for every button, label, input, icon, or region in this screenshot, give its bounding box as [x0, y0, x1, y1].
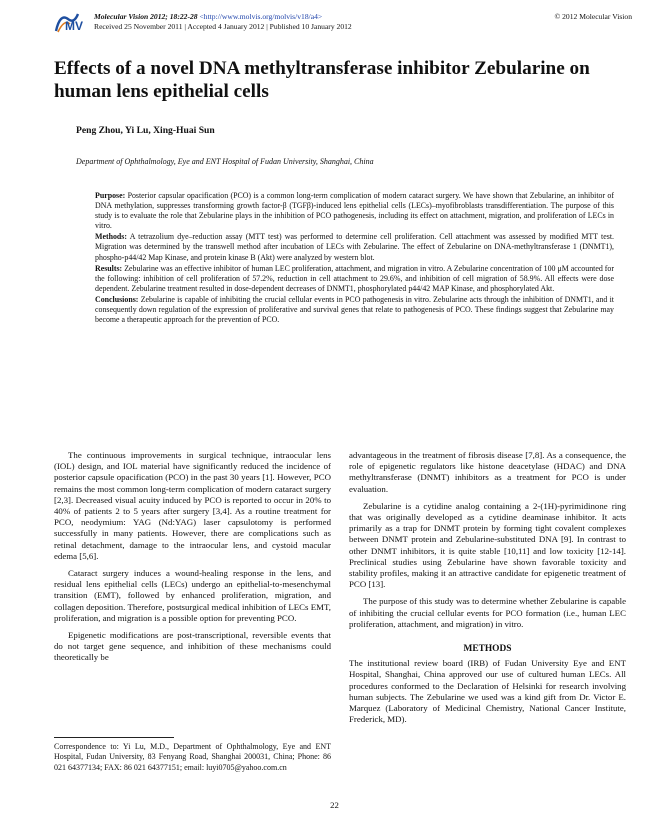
page-header: [54, 11, 632, 35]
article-url-link[interactable]: <http://www.molvis.org/molvis/v18/a4>: [199, 12, 323, 21]
abstract-conclusions: [95, 295, 614, 325]
footnote-divider: [54, 737, 174, 738]
results-label: Results:: [95, 263, 123, 273]
methods-text: A tetrazolium dye–reduction assay (MTT test) was performed to determine cell proliferation. Cell attachment was assessed by modified MTT test. Migration was determined by the transwell method after incubation of LECs with Zebularine. The effect of Zebularine on DNA-methyltransferase 1 (DNMT1), phospho-p44/42 Map Kinase, and protein kinase B (Akt) were analyzed by western blot.: [95, 232, 614, 262]
body-column-left: [54, 450, 331, 670]
article-title: Effects of a novel DNA methyltransferase inhibitor Zebularine on human lens epithelial cells: [54, 58, 590, 102]
body-paragraph: advantageous in the treatment of fibrosis disease [7,8]. As a consequence, the role of epigenetic regulators like histone deacetylase (HDAC) and DNA methyltransferase (DNMT) inhibitors as a treatment for PCO is under evaluation.: [349, 450, 626, 494]
body-paragraph: Cataract surgery induces a wound-healing response in the lens, and residual lens epithelial cells (LECs) undergo an epithelial-to-mesenchymal transition (EMT), followed by enhanced proliferation, migration, and collagen deposition. Therefore, postsurgical medical inhibition of LECs EMT, proliferation, and migration is a possible option for preventing PCO.: [54, 568, 331, 623]
correspondence-footnote: Correspondence to: Yi Lu, M.D., Department of Ophthalmology, Eye and ENT Hospital, Fudan University, 83 Fenyang Road, Shanghai 200031, China; Phone: 86 021 64377134; FAX: 86 021 64377151; email: luyi0705@yahoo.com.cn: [54, 742, 331, 772]
page-number: 22: [330, 800, 339, 810]
header-citation: [94, 12, 322, 21]
logo-text: MV: [65, 19, 83, 33]
body-paragraph: The purpose of this study was to determine whether Zebularine is capable of inhibiting the crucial cellular events for PCO formation (i.e., human LEC proliferation, attachment, and migration) in vitro.: [349, 596, 626, 629]
conclusions-label: Conclusions:: [95, 294, 139, 304]
article-dates: Received 25 November 2011 | Accepted 4 January 2012 | Published 10 January 2012: [94, 22, 352, 31]
copyright-notice: © 2012 Molecular Vision: [554, 12, 632, 21]
abstract: [95, 191, 614, 326]
purpose-text: Posterior capsular opacification (PCO) is a common long-term complication of modern cataract surgery. We have shown that Zebularine, an inhibitor of DNA methylation, suppresses transforming growth factor-β (TGFβ)-induced lens epithelial cells (LECs)–myofibroblasts transdifferentiation. The purpose of this study is to evaluate the role that Zebularine plays in the inhibition of PCO pathogenesis, including its effect on attachment, migration, and proliferation of LECs in vitro.: [95, 191, 614, 231]
body-paragraph: The institutional review board (IRB) of Fudan University Eye and ENT Hospital, Shanghai, China approved our use of cultured human LECs. All procedures conformed to the Declaration of Helsinki for research involving human subjects. The Zebularine we used was a kind gift from Dr. Victor E. Marquez (Laboratory of Medicinal Chemistry, National Cancer Institute, Frederick, MD).: [349, 658, 626, 725]
body-paragraph: The continuous improvements in surgical technique, intraocular lens (IOL) design, and IOL material have significantly reduced the incidence of posterior capsule opacification (PCO) in the past 30 years [1]. However, PCO remains the most common long-term complication of modern cataract surgery [2,3]. Decreased visual acuity induced by PCO is reported to occur in 20% to 40% of patients 2 to 5 years after surgery [3,4]. As a routine treatment for PCO, neodymium: YAG (Nd:YAG) laser capsulotomy is performed successfully in many patients. However, there are complications such as retinal detachment, damage to the intraocular lens, and cystoid macular edema [5,6].: [54, 450, 331, 561]
results-text: Zebularine was an effective inhibitor of human LEC proliferation, attachment, and migration in vitro. A Zebularine concentration of 100 μM accounted for the following: inhibition of cell proliferation of 57.2%, reduction in cell attachment to 29.6%, and inhibition of cell migration of 58.9%. All effects were dose dependent. Zebularine treatment resulted in dose-dependent decreases of DNMT1, phosphorylated p44/42 MAP Kinase, and phosphorylated Akt.: [95, 263, 614, 293]
conclusions-text: Zebularine is capable of inhibiting the crucial cellular events in PCO pathogenesis in vitro. Zebularine acts through the inhibition of DNMT1, and it consequently down regulation of the expression of proliferative and survival genes that relate to pathogenesis of PCO. These findings suggest that Zebularine may become a therapeutic approach for the prevention of PCO.: [95, 294, 615, 325]
methods-section-heading: METHODS: [463, 644, 512, 655]
body-paragraph: Zebularine is a cytidine analog containing a 2-(1H)-pyrimidinone ring that was originally developed as a cytidine deaminase inhibitor. It acts primarily as a trap for DNMT protein by forming tight covalent complexes between DNMT protein and Zebularine-substituted DNA [9]. In contrast to other DNMT inhibitors, it is quite stable [10,11] and low toxicity [12-14]. Preclinical studies using Zebularine have shown favorable toxicity and stability profiles, making it an attractive candidate for epigenetic treatment of PCO [13].: [349, 500, 626, 590]
body-column-right: [349, 450, 626, 731]
abstract-results: [95, 264, 614, 294]
body-paragraph: Epigenetic modifications are post-transcriptional, reversible events that do not target gene sequence, and inhibition of these mechanisms could theoretically be: [54, 630, 331, 663]
methods-label: Methods:: [95, 232, 127, 242]
affiliation: Department of Ophthalmology, Eye and ENT Hospital of Fudan University, Shanghai, China: [76, 157, 374, 166]
purpose-label: Purpose:: [95, 191, 126, 200]
abstract-methods: [95, 232, 614, 262]
journal-citation: Molecular Vision 2012; 18:22-28: [94, 12, 198, 21]
abstract-purpose: [95, 191, 614, 231]
molecular-vision-logo-icon: [54, 11, 90, 33]
author-list: Peng Zhou, Yi Lu, Xing-Huai Sun: [76, 125, 215, 136]
